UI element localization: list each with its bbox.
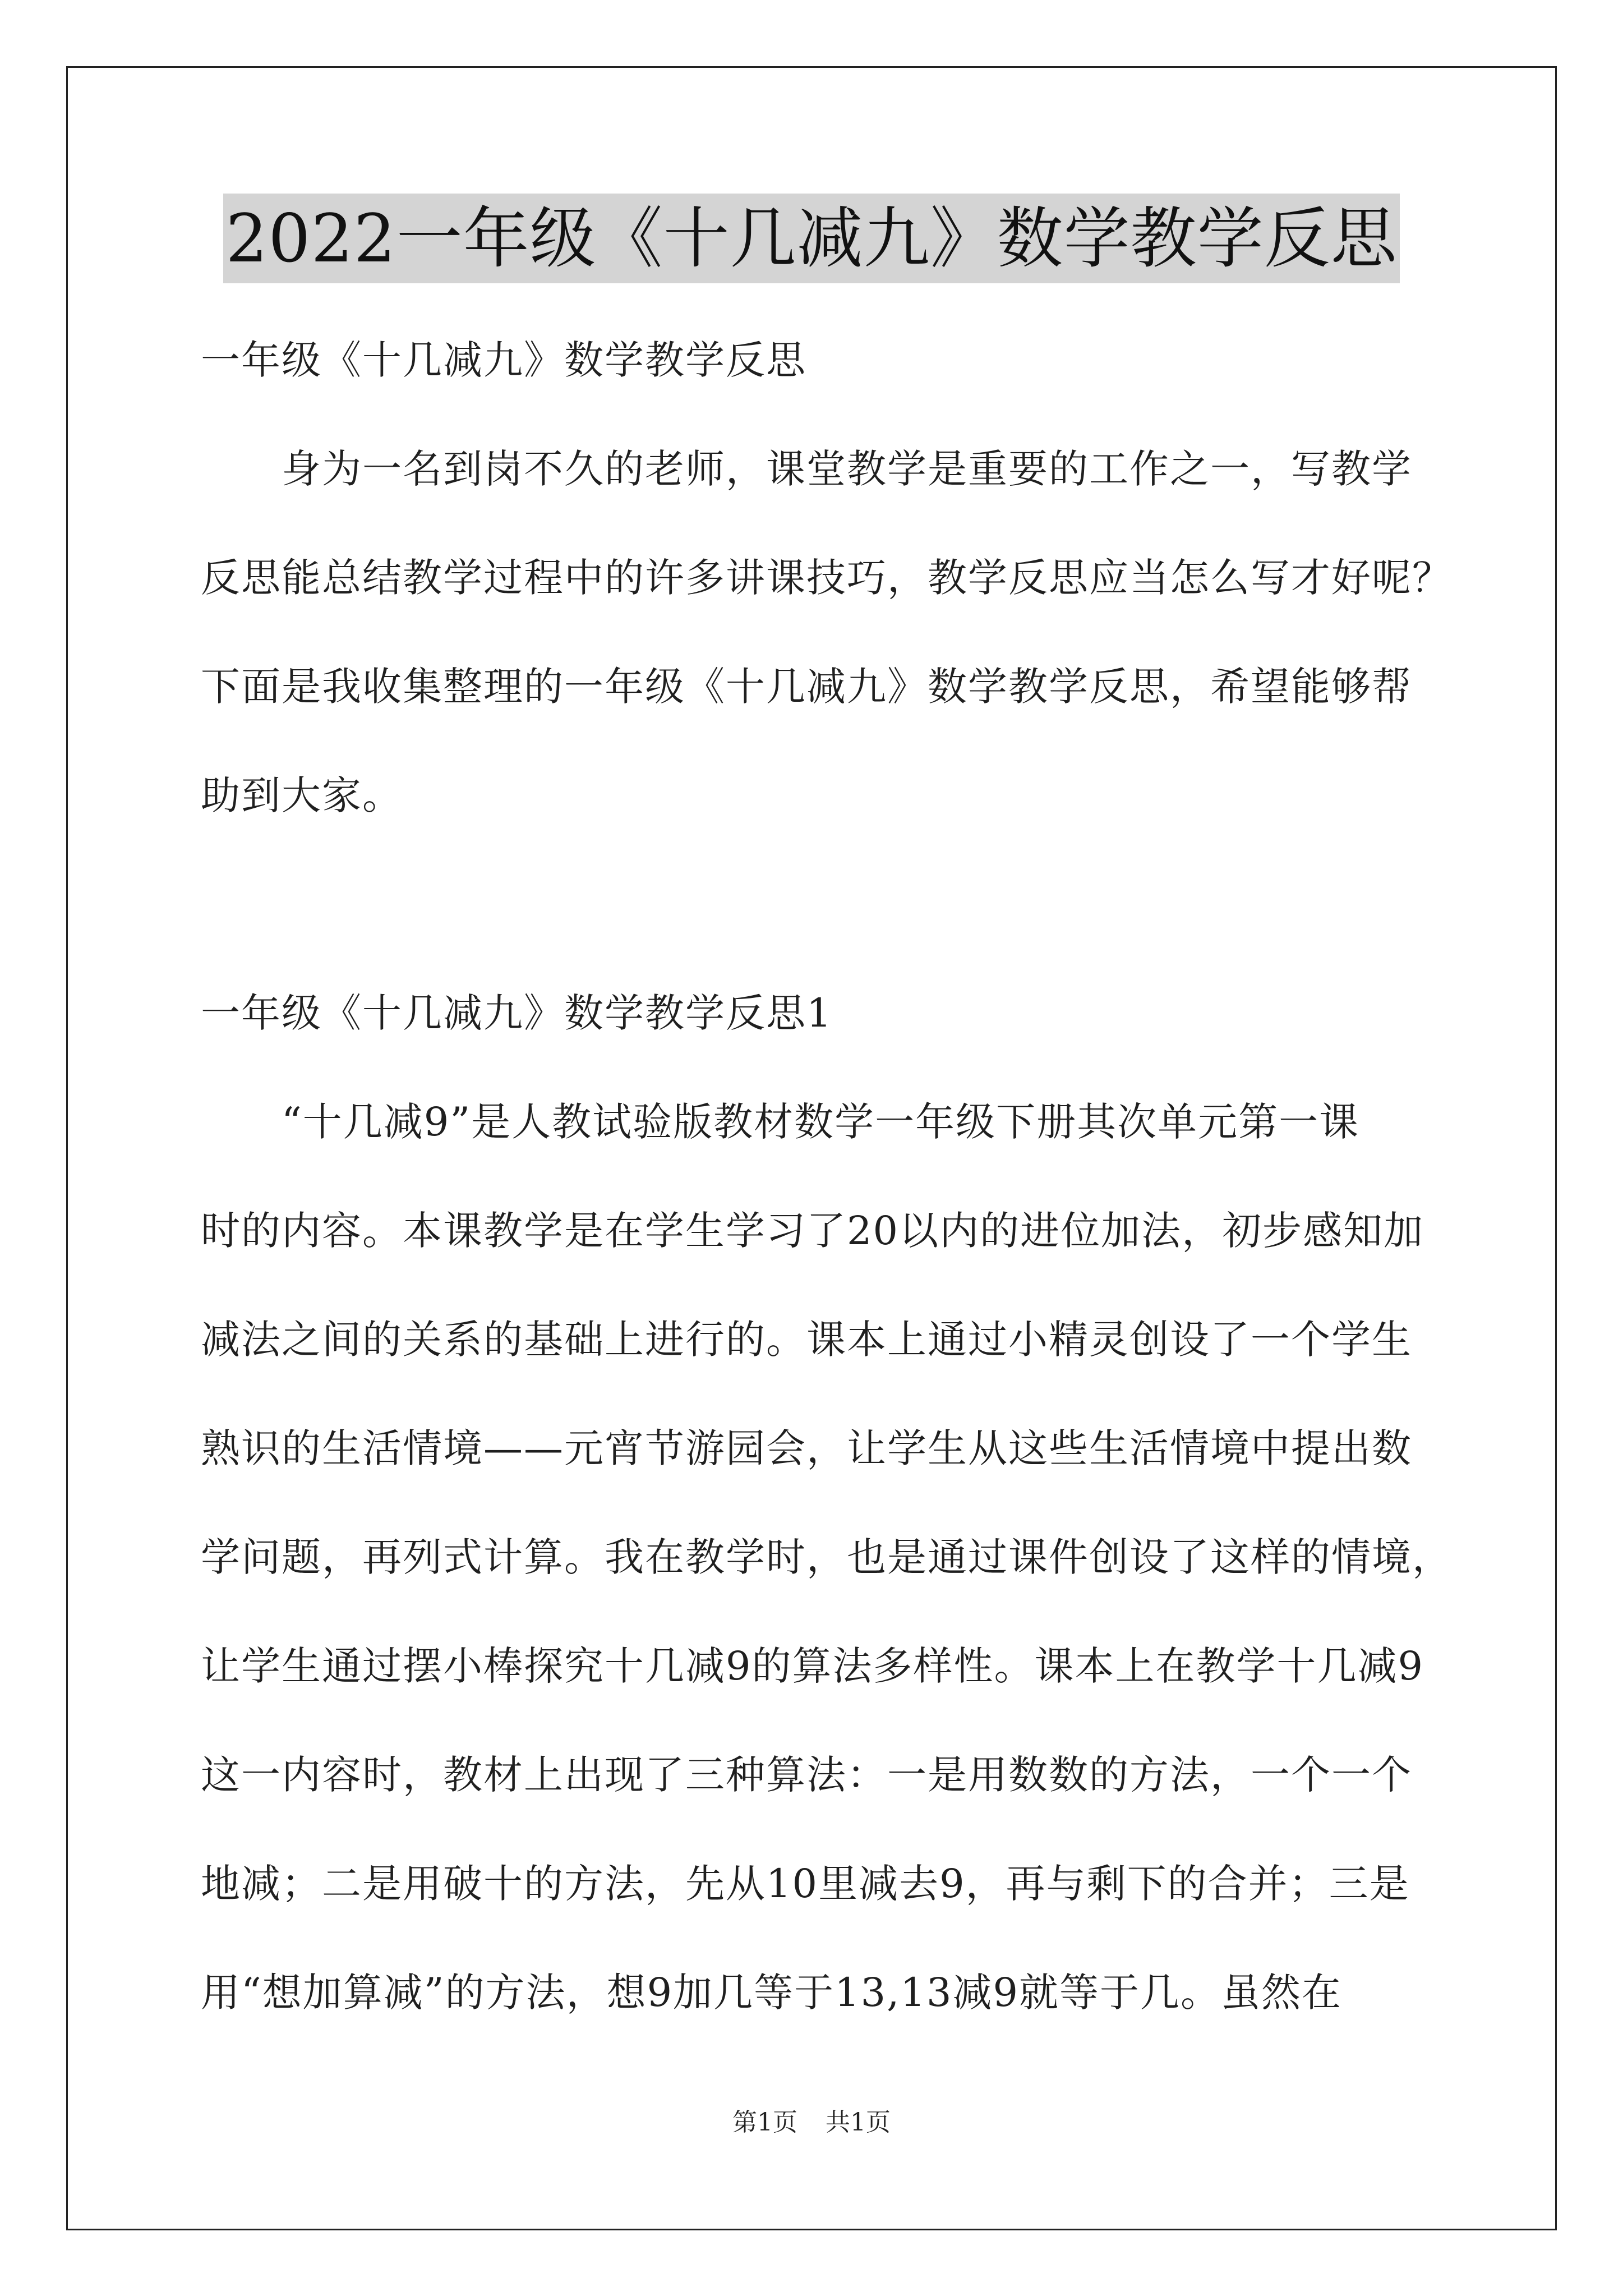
intro-line: 反思能总结教学过程中的许多讲课技巧，教学反思应当怎么写才好呢？ [201,555,1453,601]
body-line: 地减；二是用破十的方法，先从10里减去9，再与剩下的合并；三是 [201,1861,1410,1907]
body-line: 熟识的生活情境——元宵节游园会，让学生从这些生活情境中提出数 [201,1425,1412,1471]
intro-line: 身为一名到岗不久的老师，课堂教学是重要的工作之一，写教学 [282,446,1412,492]
page-footer [0,2102,1623,2138]
document-title: 2022一年级《十几减九》数学教学反思 [223,194,1399,283]
title-wrap [0,194,1623,283]
body-line: 让学生通过摆小棒探究十几减9的算法多样性。课本上在教学十几减9 [201,1643,1424,1689]
page-total: 共1页 [826,2108,891,2137]
body-line: 时的内容。本课教学是在学生学习了20以内的进位加法，初步感知加 [201,1208,1424,1254]
document-body [201,306,1453,2047]
paragraph-gap [201,850,1435,959]
intro-line: 助到大家。 [201,772,403,818]
intro-line: 下面是我收集整理的一年级《十几减九》数学教学反思，希望能够帮 [201,664,1412,710]
body-line: 这一内容时，教材上出现了三种算法：一是用数数的方法，一个一个 [201,1752,1412,1798]
section-heading: 一年级《十几减九》数学教学反思1 [201,990,833,1036]
body-line: 学问题，再列式计算。我在教学时，也是通过课件创设了这样的情境， [201,1534,1453,1580]
body-line: “十几减9”是人教试验版教材数学一年级下册其次单元第一课 [282,1099,1360,1145]
body-line: 用“想加算减”的方法，想9加几等于13,13减9就等于几。虽然在 [201,1970,1343,2016]
page-number: 第1页 [732,2108,797,2137]
subtitle: 一年级《十几减九》数学教学反思 [201,337,806,383]
body-line: 减法之间的关系的基础上进行的。课本上通过小精灵创设了一个学生 [201,1317,1412,1363]
